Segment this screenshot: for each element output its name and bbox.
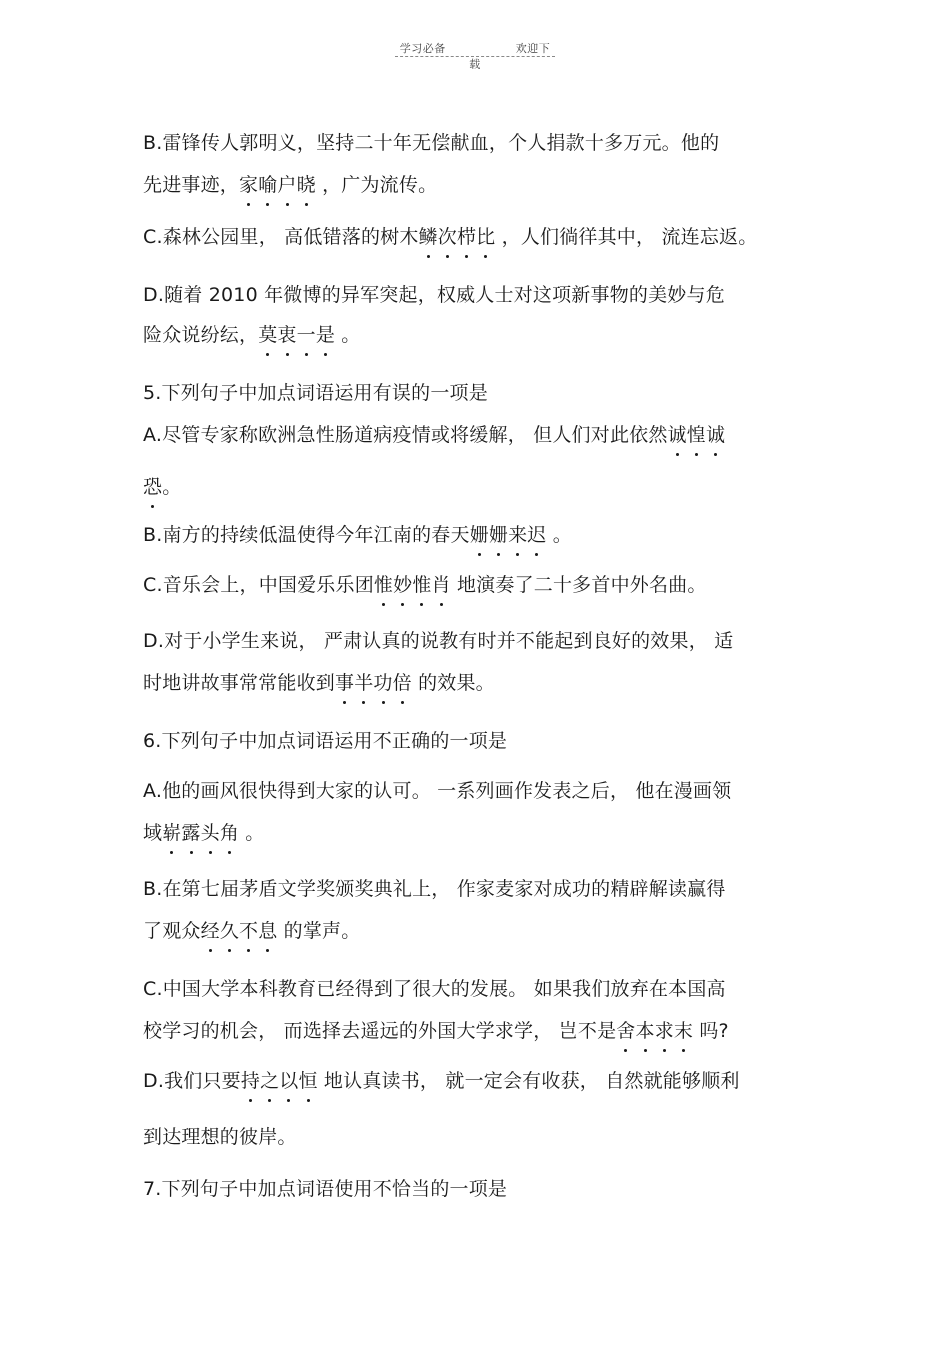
- emphasis-dot-char: 本: [635, 1020, 655, 1042]
- emphasis-dot-char: 经: [200, 920, 220, 942]
- emphasized-phrase: [162, 822, 239, 844]
- emphasis-dot-char: 户: [277, 174, 297, 196]
- emphasis-dot-char: 栉: [456, 226, 477, 248]
- text-segment: C.森林公园里， 高低错落的树木: [143, 226, 419, 248]
- text-segment: A.他的画风很快得到大家的认可。 一系列画作发表之后， 他在漫画领: [143, 780, 732, 802]
- text-line: [143, 918, 360, 944]
- emphasized-phrase: [201, 920, 278, 942]
- emphasis-dot-char: 比: [476, 226, 496, 248]
- text-segment: 时地讲故事常常能收到: [143, 672, 336, 694]
- emphasized-phrase: [241, 1070, 318, 1092]
- emphasis-dot-char: 是: [315, 324, 336, 346]
- text-segment: 的掌声。: [277, 920, 361, 942]
- emphasis-dot-char: 舍: [616, 1020, 636, 1042]
- emphasis-dot-char: 之: [260, 1070, 280, 1092]
- text-segment: 到达理想的彼岸。: [143, 1126, 297, 1148]
- text-line: [143, 820, 264, 846]
- emphasis-dot-char: 以: [279, 1070, 299, 1092]
- emphasized-phrase: [143, 476, 162, 498]
- header-right-text: 欢迎下载: [469, 42, 551, 71]
- text-segment: ，广为流传。: [315, 174, 438, 196]
- emphasis-dot-char: 莫: [258, 324, 278, 346]
- emphasis-dot-char: 姗: [469, 524, 489, 546]
- emphasis-dot-char: 衷: [277, 324, 297, 346]
- text-segment: D.随着 2010 年微博的异军突起，权威人士对这项新事物的美妙与危: [143, 284, 725, 306]
- emphasis-dot-char: 鳞: [418, 226, 438, 248]
- text-segment: B.南方的持续低温使得今年江南的春天: [143, 524, 470, 546]
- text-segment: 校学习的机会， 而选择去遥远的外国大学求学， 岂不是: [143, 1020, 617, 1042]
- emphasis-dot-char: 晓: [296, 174, 316, 196]
- emphasized-phrase: [374, 574, 451, 596]
- text-line: [143, 976, 726, 1002]
- text-line: [143, 876, 726, 902]
- text-segment: 险众说纷纭，: [143, 324, 259, 346]
- emphasis-dot-char: 一: [296, 324, 316, 346]
- text-segment: B.在第七届茅盾文学奖颁奖典礼上， 作家麦家对成功的精辟解读赢得: [143, 878, 726, 900]
- emphasis-dot-char: 惟: [412, 574, 432, 596]
- emphasis-dot-char: 姗: [488, 524, 509, 546]
- emphasis-dot-char: 持: [240, 1070, 261, 1092]
- emphasis-dot-char: 半: [354, 672, 374, 694]
- text-segment: 地认真读书， 就一定会有收获， 自然就能够顺利: [317, 1070, 740, 1092]
- text-segment: D.我们只要: [143, 1070, 241, 1092]
- emphasis-dot-char: 倍: [392, 672, 412, 694]
- emphasized-phrase: [419, 226, 496, 248]
- header-left-text: 学习必备: [399, 42, 446, 55]
- text-line: [143, 172, 437, 198]
- text-segment: 。: [162, 476, 182, 498]
- text-line: [143, 728, 507, 754]
- text-segment: 7.下列句子中加点词语使用不恰当的一项是: [143, 1178, 508, 1200]
- text-line: [143, 380, 488, 406]
- header-rule: [395, 56, 555, 57]
- emphasis-dot-char: 诚: [667, 424, 687, 446]
- text-line: [143, 522, 572, 548]
- text-segment: C.中国大学本科教育已经得到了很大的发展。 如果我们放弃在本国高: [143, 978, 726, 1000]
- emphasis-dot-char: 久: [219, 920, 240, 942]
- emphasis-dot-char: 恒: [298, 1070, 318, 1092]
- text-segment: D.对于小学生来说， 严肃认真的说教有时并不能起到良好的效果， 适: [143, 630, 734, 652]
- emphasis-dot-char: 恐: [143, 476, 163, 498]
- text-segment: 了观众: [143, 920, 201, 942]
- text-line: [143, 322, 360, 348]
- emphasis-dot-char: 惟: [373, 574, 394, 596]
- emphasized-phrase: [258, 324, 335, 346]
- text-line: [143, 130, 719, 156]
- text-line: [143, 1068, 740, 1094]
- text-segment: 。: [335, 324, 361, 346]
- emphasized-phrase: [616, 1020, 693, 1042]
- emphasis-dot-char: 事: [335, 672, 355, 694]
- text-segment: 。: [546, 524, 572, 546]
- text-segment: 先进事迹，: [143, 174, 240, 196]
- text-segment: 吗?: [693, 1020, 729, 1042]
- emphasis-dot-char: 角: [219, 822, 240, 844]
- text-segment: 5.下列句子中加点词语运用有误的一项是: [143, 382, 488, 404]
- emphasized-phrase: [239, 174, 316, 196]
- emphasized-phrase: [470, 524, 547, 546]
- emphasis-dot-char: 迟: [527, 524, 547, 546]
- emphasis-dot-char: 末: [673, 1020, 694, 1042]
- text-line: [143, 778, 731, 804]
- emphasis-dot-char: 肖: [431, 574, 451, 596]
- text-line: [143, 628, 733, 654]
- text-line: [143, 1176, 507, 1202]
- emphasized-phrase: [335, 672, 412, 694]
- text-segment: 域: [143, 822, 163, 844]
- text-line: [143, 572, 707, 598]
- text-segment: B.雷锋传人郭明义，坚持二十年无偿献血，个人捐款十多万元。他的: [143, 132, 720, 154]
- text-line: [143, 224, 757, 250]
- emphasis-dot-char: 妙: [393, 574, 413, 596]
- text-segment: ，人们徜徉其中， 流连忘返。: [495, 226, 758, 248]
- text-line: [143, 670, 495, 696]
- emphasis-dot-char: 露: [181, 822, 201, 844]
- text-segment: 的效果。: [411, 672, 495, 694]
- emphasis-dot-char: 惶: [686, 424, 706, 446]
- emphasis-dot-char: 息: [258, 920, 278, 942]
- emphasis-dot-char: 不: [239, 920, 259, 942]
- emphasis-dot-char: 功: [373, 672, 393, 694]
- emphasized-phrase: [668, 424, 726, 446]
- emphasis-dot-char: 崭: [162, 822, 182, 844]
- text-line: [143, 474, 181, 500]
- text-line: [143, 282, 725, 308]
- text-line: [143, 1124, 297, 1150]
- text-line: [143, 422, 725, 448]
- emphasis-dot-char: 头: [200, 822, 220, 844]
- emphasis-dot-char: 来: [508, 524, 528, 546]
- emphasis-dot-char: 诚: [705, 424, 726, 446]
- emphasis-dot-char: 家: [239, 174, 259, 196]
- text-line: [143, 1018, 729, 1044]
- text-segment: 地演奏了二十多首中外名曲。: [450, 574, 707, 596]
- emphasis-dot-char: 次: [437, 226, 457, 248]
- emphasis-dot-char: 喻: [258, 174, 278, 196]
- text-segment: 。: [239, 822, 265, 844]
- emphasis-dot-char: 求: [654, 1020, 674, 1042]
- text-segment: A.尽管专家称欧洲急性肠道病疫情或将缓解， 但人们对此依然: [143, 424, 668, 446]
- text-segment: 6.下列句子中加点词语运用不正确的一项是: [143, 730, 508, 752]
- text-segment: C.音乐会上，中国爱乐乐团: [143, 574, 374, 596]
